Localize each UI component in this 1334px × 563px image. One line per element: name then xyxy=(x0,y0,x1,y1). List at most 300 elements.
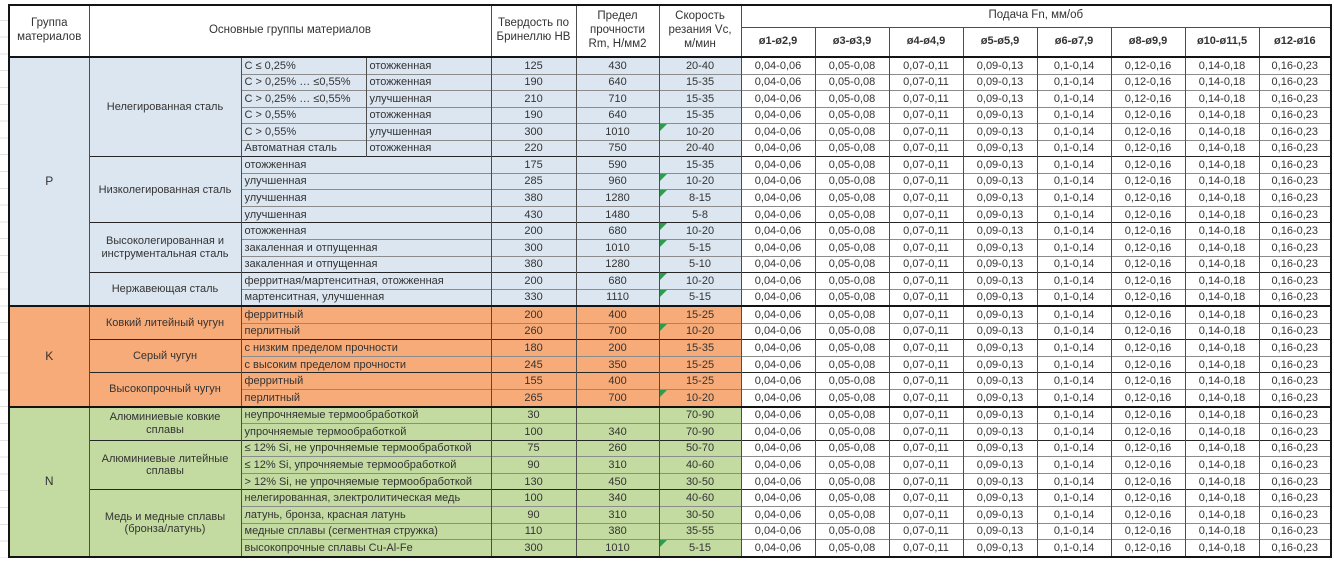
cell-feed-value[interactable]: 0,1-0,14 xyxy=(1037,306,1111,323)
cell-material-condition[interactable]: медные сплавы (сегментная стружка) xyxy=(241,523,491,540)
cell-strength-rm[interactable] xyxy=(576,407,659,424)
cell-feed-value[interactable]: 0,12-0,16 xyxy=(1111,173,1185,190)
cell-feed-value[interactable]: 0,16-0,23 xyxy=(1259,440,1331,457)
cell-feed-value[interactable]: 0,12-0,16 xyxy=(1111,490,1185,507)
cell-cutting-speed[interactable]: 40-60 xyxy=(659,490,741,507)
cell-feed-value[interactable]: 0,16-0,23 xyxy=(1259,124,1331,141)
cell-cutting-speed[interactable]: 10-20 xyxy=(659,390,741,407)
cell-feed-value[interactable]: 0,05-0,08 xyxy=(815,540,889,557)
cell-feed-value[interactable]: 0,14-0,18 xyxy=(1185,206,1259,223)
cell-material-subtype[interactable]: Автоматная сталь xyxy=(241,140,366,157)
cell-feed-value[interactable]: 0,16-0,23 xyxy=(1259,157,1331,174)
cell-material-condition[interactable]: > 12% Si, не упрочняемые термообработкой xyxy=(241,473,491,490)
cell-feed-value[interactable]: 0,04-0,06 xyxy=(741,506,815,523)
cell-feed-value[interactable]: 0,05-0,08 xyxy=(815,506,889,523)
cell-hardness-hb[interactable]: 90 xyxy=(491,506,576,523)
cell-feed-value[interactable]: 0,1-0,14 xyxy=(1037,91,1111,108)
cell-feed-value[interactable]: 0,05-0,08 xyxy=(815,256,889,273)
cell-material-group-name[interactable]: Нелегированная сталь xyxy=(89,57,241,157)
cell-cutting-speed[interactable]: 50-70 xyxy=(659,440,741,457)
cell-material-condition[interactable]: упрочняемые термообработкой xyxy=(241,424,491,441)
cell-material-condition[interactable]: перлитный xyxy=(241,323,491,340)
cell-feed-value[interactable]: 0,09-0,13 xyxy=(963,173,1037,190)
cell-feed-value[interactable]: 0,05-0,08 xyxy=(815,223,889,240)
cell-feed-value[interactable]: 0,04-0,06 xyxy=(741,157,815,174)
cell-feed-value[interactable]: 0,05-0,08 xyxy=(815,273,889,290)
cell-cutting-speed[interactable]: 10-20 xyxy=(659,173,741,190)
cell-cutting-speed[interactable]: 5-15 xyxy=(659,239,741,256)
cell-feed-value[interactable]: 0,07-0,11 xyxy=(889,306,963,323)
cell-feed-value[interactable]: 0,1-0,14 xyxy=(1037,140,1111,157)
cell-cutting-speed[interactable]: 40-60 xyxy=(659,457,741,474)
cell-feed-value[interactable]: 0,16-0,23 xyxy=(1259,340,1331,357)
cell-feed-value[interactable]: 0,12-0,16 xyxy=(1111,206,1185,223)
cell-feed-value[interactable]: 0,1-0,14 xyxy=(1037,206,1111,223)
cell-feed-value[interactable]: 0,04-0,06 xyxy=(741,206,815,223)
cell-feed-value[interactable]: 0,12-0,16 xyxy=(1111,323,1185,340)
cell-strength-rm[interactable]: 640 xyxy=(576,74,659,91)
cell-feed-value[interactable]: 0,05-0,08 xyxy=(815,457,889,474)
cell-feed-value[interactable]: 0,1-0,14 xyxy=(1037,540,1111,557)
cell-feed-value[interactable]: 0,05-0,08 xyxy=(815,107,889,124)
cell-material-group-name[interactable]: Серый чугун xyxy=(89,340,241,373)
cell-feed-value[interactable]: 0,05-0,08 xyxy=(815,190,889,207)
cell-feed-value[interactable]: 0,12-0,16 xyxy=(1111,306,1185,323)
cell-hardness-hb[interactable]: 200 xyxy=(491,223,576,240)
cell-material-subtype[interactable]: C > 0,25% … ≤0,55% xyxy=(241,74,366,91)
cell-feed-value[interactable]: 0,04-0,06 xyxy=(741,273,815,290)
cell-material-condition[interactable]: перлитный xyxy=(241,390,491,407)
cell-feed-value[interactable]: 0,07-0,11 xyxy=(889,140,963,157)
cell-feed-value[interactable]: 0,12-0,16 xyxy=(1111,289,1185,306)
cell-feed-value[interactable]: 0,05-0,08 xyxy=(815,57,889,74)
cell-feed-value[interactable]: 0,07-0,11 xyxy=(889,440,963,457)
cell-feed-value[interactable]: 0,04-0,06 xyxy=(741,140,815,157)
cell-strength-rm[interactable]: 710 xyxy=(576,91,659,108)
cell-feed-value[interactable]: 0,04-0,06 xyxy=(741,239,815,256)
cell-feed-value[interactable]: 0,05-0,08 xyxy=(815,523,889,540)
cell-feed-value[interactable]: 0,09-0,13 xyxy=(963,457,1037,474)
cell-hardness-hb[interactable]: 430 xyxy=(491,206,576,223)
cell-strength-rm[interactable]: 590 xyxy=(576,157,659,174)
cell-feed-value[interactable]: 0,16-0,23 xyxy=(1259,506,1331,523)
cell-material-group-name[interactable]: Ковкий литейный чугун xyxy=(89,306,241,340)
cell-hardness-hb[interactable]: 380 xyxy=(491,256,576,273)
cell-feed-value[interactable]: 0,16-0,23 xyxy=(1259,173,1331,190)
cell-feed-value[interactable]: 0,07-0,11 xyxy=(889,239,963,256)
cell-feed-value[interactable]: 0,05-0,08 xyxy=(815,323,889,340)
cell-feed-value[interactable]: 0,09-0,13 xyxy=(963,323,1037,340)
cell-feed-value[interactable]: 0,04-0,06 xyxy=(741,356,815,373)
cell-feed-value[interactable]: 0,14-0,18 xyxy=(1185,306,1259,323)
cell-feed-value[interactable]: 0,05-0,08 xyxy=(815,157,889,174)
cell-strength-rm[interactable]: 1010 xyxy=(576,239,659,256)
cell-feed-value[interactable]: 0,16-0,23 xyxy=(1259,407,1331,424)
cell-feed-value[interactable]: 0,16-0,23 xyxy=(1259,540,1331,557)
cell-feed-value[interactable]: 0,1-0,14 xyxy=(1037,107,1111,124)
cell-feed-value[interactable]: 0,07-0,11 xyxy=(889,506,963,523)
cell-feed-value[interactable]: 0,1-0,14 xyxy=(1037,356,1111,373)
cell-feed-value[interactable]: 0,04-0,06 xyxy=(741,323,815,340)
cell-feed-value[interactable]: 0,05-0,08 xyxy=(815,340,889,357)
cell-feed-value[interactable]: 0,05-0,08 xyxy=(815,91,889,108)
cell-cutting-speed[interactable]: 30-50 xyxy=(659,473,741,490)
cell-feed-value[interactable]: 0,09-0,13 xyxy=(963,424,1037,441)
cell-cutting-speed[interactable]: 30-50 xyxy=(659,506,741,523)
cell-feed-value[interactable]: 0,04-0,06 xyxy=(741,373,815,390)
cell-feed-value[interactable]: 0,09-0,13 xyxy=(963,206,1037,223)
cell-strength-rm[interactable]: 640 xyxy=(576,107,659,124)
cell-feed-value[interactable]: 0,1-0,14 xyxy=(1037,407,1111,424)
cell-feed-value[interactable]: 0,09-0,13 xyxy=(963,306,1037,323)
cell-feed-value[interactable]: 0,09-0,13 xyxy=(963,390,1037,407)
cell-feed-value[interactable]: 0,1-0,14 xyxy=(1037,273,1111,290)
cell-material-condition[interactable]: закаленная и отпущенная xyxy=(241,256,491,273)
cell-feed-value[interactable]: 0,05-0,08 xyxy=(815,424,889,441)
cell-material-condition[interactable]: улучшенная xyxy=(241,173,491,190)
cell-hardness-hb[interactable]: 300 xyxy=(491,124,576,141)
cell-strength-rm[interactable]: 700 xyxy=(576,323,659,340)
cell-feed-value[interactable]: 0,16-0,23 xyxy=(1259,390,1331,407)
cell-strength-rm[interactable]: 700 xyxy=(576,390,659,407)
cell-feed-value[interactable]: 0,05-0,08 xyxy=(815,140,889,157)
cell-feed-value[interactable]: 0,16-0,23 xyxy=(1259,289,1331,306)
cell-feed-value[interactable]: 0,04-0,06 xyxy=(741,223,815,240)
cell-group-code[interactable]: K xyxy=(9,306,89,406)
cell-feed-value[interactable]: 0,14-0,18 xyxy=(1185,407,1259,424)
cell-feed-value[interactable]: 0,1-0,14 xyxy=(1037,323,1111,340)
cell-feed-value[interactable]: 0,14-0,18 xyxy=(1185,373,1259,390)
cell-material-condition[interactable]: улучшенная xyxy=(241,206,491,223)
cell-feed-value[interactable]: 0,07-0,11 xyxy=(889,223,963,240)
cell-feed-value[interactable]: 0,16-0,23 xyxy=(1259,107,1331,124)
cell-feed-value[interactable]: 0,04-0,06 xyxy=(741,440,815,457)
cell-hardness-hb[interactable]: 175 xyxy=(491,157,576,174)
cell-feed-value[interactable]: 0,14-0,18 xyxy=(1185,540,1259,557)
cell-feed-value[interactable]: 0,14-0,18 xyxy=(1185,256,1259,273)
cell-feed-value[interactable]: 0,1-0,14 xyxy=(1037,473,1111,490)
cell-hardness-hb[interactable]: 125 xyxy=(491,57,576,74)
cell-feed-value[interactable]: 0,16-0,23 xyxy=(1259,523,1331,540)
cell-hardness-hb[interactable]: 200 xyxy=(491,273,576,290)
cell-cutting-speed[interactable]: 15-35 xyxy=(659,340,741,357)
cell-material-condition[interactable]: ≤ 12% Si, не упрочняемые термообработкой xyxy=(241,440,491,457)
cell-feed-value[interactable]: 0,07-0,11 xyxy=(889,390,963,407)
cell-material-condition[interactable]: закаленная и отпущенная xyxy=(241,239,491,256)
cell-feed-value[interactable]: 0,04-0,06 xyxy=(741,107,815,124)
cell-feed-value[interactable]: 0,09-0,13 xyxy=(963,107,1037,124)
cell-cutting-speed[interactable]: 15-35 xyxy=(659,91,741,108)
cell-feed-value[interactable]: 0,14-0,18 xyxy=(1185,340,1259,357)
cell-strength-rm[interactable]: 680 xyxy=(576,273,659,290)
cell-feed-value[interactable]: 0,14-0,18 xyxy=(1185,440,1259,457)
cell-feed-value[interactable]: 0,04-0,06 xyxy=(741,340,815,357)
cell-cutting-speed[interactable]: 15-35 xyxy=(659,74,741,91)
cell-feed-value[interactable]: 0,14-0,18 xyxy=(1185,424,1259,441)
cell-feed-value[interactable]: 0,12-0,16 xyxy=(1111,273,1185,290)
cell-cutting-speed[interactable]: 15-25 xyxy=(659,356,741,373)
cell-feed-value[interactable]: 0,09-0,13 xyxy=(963,506,1037,523)
cell-feed-value[interactable]: 0,07-0,11 xyxy=(889,273,963,290)
cell-feed-value[interactable]: 0,12-0,16 xyxy=(1111,223,1185,240)
cell-feed-value[interactable]: 0,04-0,06 xyxy=(741,424,815,441)
cell-feed-value[interactable]: 0,16-0,23 xyxy=(1259,223,1331,240)
cell-material-condition[interactable]: мартенситная, улучшенная xyxy=(241,289,491,306)
cell-feed-value[interactable]: 0,1-0,14 xyxy=(1037,457,1111,474)
cell-strength-rm[interactable]: 260 xyxy=(576,440,659,457)
cell-feed-value[interactable]: 0,16-0,23 xyxy=(1259,91,1331,108)
cell-feed-value[interactable]: 0,09-0,13 xyxy=(963,273,1037,290)
cell-feed-value[interactable]: 0,14-0,18 xyxy=(1185,390,1259,407)
cell-feed-value[interactable]: 0,04-0,06 xyxy=(741,124,815,141)
cell-feed-value[interactable]: 0,07-0,11 xyxy=(889,256,963,273)
cell-hardness-hb[interactable]: 110 xyxy=(491,523,576,540)
cell-strength-rm[interactable]: 1280 xyxy=(576,256,659,273)
cell-feed-value[interactable]: 0,1-0,14 xyxy=(1037,440,1111,457)
cell-feed-value[interactable]: 0,05-0,08 xyxy=(815,373,889,390)
cell-feed-value[interactable]: 0,07-0,11 xyxy=(889,523,963,540)
cell-feed-value[interactable]: 0,16-0,23 xyxy=(1259,306,1331,323)
cell-feed-value[interactable]: 0,07-0,11 xyxy=(889,407,963,424)
cell-cutting-speed[interactable]: 70-90 xyxy=(659,407,741,424)
cell-hardness-hb[interactable]: 300 xyxy=(491,540,576,557)
cell-feed-value[interactable]: 0,12-0,16 xyxy=(1111,239,1185,256)
cell-feed-value[interactable]: 0,1-0,14 xyxy=(1037,506,1111,523)
cell-feed-value[interactable]: 0,12-0,16 xyxy=(1111,57,1185,74)
cell-group-code[interactable]: P xyxy=(9,57,89,306)
cell-feed-value[interactable]: 0,07-0,11 xyxy=(889,540,963,557)
cell-material-group-name[interactable]: Высокопрочный чугун xyxy=(89,373,241,407)
cell-feed-value[interactable]: 0,04-0,06 xyxy=(741,74,815,91)
cell-feed-value[interactable]: 0,1-0,14 xyxy=(1037,256,1111,273)
cell-feed-value[interactable]: 0,14-0,18 xyxy=(1185,506,1259,523)
cell-feed-value[interactable]: 0,16-0,23 xyxy=(1259,57,1331,74)
cell-material-group-name[interactable]: Алюминиевые литейные сплавы xyxy=(89,440,241,490)
cell-hardness-hb[interactable]: 200 xyxy=(491,306,576,323)
cell-feed-value[interactable]: 0,07-0,11 xyxy=(889,107,963,124)
cell-feed-value[interactable]: 0,07-0,11 xyxy=(889,157,963,174)
cell-feed-value[interactable]: 0,07-0,11 xyxy=(889,373,963,390)
cell-hardness-hb[interactable]: 260 xyxy=(491,323,576,340)
cell-feed-value[interactable]: 0,1-0,14 xyxy=(1037,57,1111,74)
cell-feed-value[interactable]: 0,16-0,23 xyxy=(1259,490,1331,507)
cell-hardness-hb[interactable]: 180 xyxy=(491,340,576,357)
cell-strength-rm[interactable]: 960 xyxy=(576,173,659,190)
cell-material-group-name[interactable]: Высоколегированная и инструментальная сталь xyxy=(89,223,241,273)
cell-feed-value[interactable]: 0,05-0,08 xyxy=(815,206,889,223)
cell-strength-rm[interactable]: 400 xyxy=(576,373,659,390)
cell-feed-value[interactable]: 0,05-0,08 xyxy=(815,124,889,141)
cell-hardness-hb[interactable]: 300 xyxy=(491,239,576,256)
cell-cutting-speed[interactable]: 15-25 xyxy=(659,373,741,390)
cell-strength-rm[interactable]: 1480 xyxy=(576,206,659,223)
cell-material-condition[interactable]: улучшенная xyxy=(241,190,491,207)
cell-feed-value[interactable]: 0,05-0,08 xyxy=(815,356,889,373)
cell-feed-value[interactable]: 0,09-0,13 xyxy=(963,473,1037,490)
cell-feed-value[interactable]: 0,07-0,11 xyxy=(889,124,963,141)
cell-feed-value[interactable]: 0,09-0,13 xyxy=(963,289,1037,306)
cell-strength-rm[interactable]: 1010 xyxy=(576,540,659,557)
cell-feed-value[interactable]: 0,05-0,08 xyxy=(815,74,889,91)
cell-feed-value[interactable]: 0,14-0,18 xyxy=(1185,91,1259,108)
cell-feed-value[interactable]: 0,12-0,16 xyxy=(1111,440,1185,457)
cell-feed-value[interactable]: 0,16-0,23 xyxy=(1259,74,1331,91)
cell-cutting-speed[interactable]: 10-20 xyxy=(659,223,741,240)
cell-strength-rm[interactable]: 450 xyxy=(576,473,659,490)
cell-strength-rm[interactable]: 400 xyxy=(576,306,659,323)
cell-cutting-speed[interactable]: 20-40 xyxy=(659,57,741,74)
cell-feed-value[interactable]: 0,14-0,18 xyxy=(1185,157,1259,174)
cell-feed-value[interactable]: 0,14-0,18 xyxy=(1185,490,1259,507)
cell-feed-value[interactable]: 0,12-0,16 xyxy=(1111,373,1185,390)
cell-material-condition[interactable]: неупрочняемые термообработкой xyxy=(241,407,491,424)
cell-strength-rm[interactable]: 1010 xyxy=(576,124,659,141)
cell-feed-value[interactable]: 0,12-0,16 xyxy=(1111,124,1185,141)
cell-feed-value[interactable]: 0,16-0,23 xyxy=(1259,206,1331,223)
cell-strength-rm[interactable]: 680 xyxy=(576,223,659,240)
cell-feed-value[interactable]: 0,04-0,06 xyxy=(741,306,815,323)
cell-feed-value[interactable]: 0,1-0,14 xyxy=(1037,239,1111,256)
cell-feed-value[interactable]: 0,16-0,23 xyxy=(1259,239,1331,256)
cell-feed-value[interactable]: 0,04-0,06 xyxy=(741,407,815,424)
cell-feed-value[interactable]: 0,04-0,06 xyxy=(741,57,815,74)
cell-hardness-hb[interactable]: 155 xyxy=(491,373,576,390)
cell-feed-value[interactable]: 0,09-0,13 xyxy=(963,140,1037,157)
cell-feed-value[interactable]: 0,07-0,11 xyxy=(889,173,963,190)
cell-feed-value[interactable]: 0,04-0,06 xyxy=(741,473,815,490)
cell-hardness-hb[interactable]: 90 xyxy=(491,457,576,474)
cell-feed-value[interactable]: 0,16-0,23 xyxy=(1259,273,1331,290)
cell-feed-value[interactable]: 0,07-0,11 xyxy=(889,57,963,74)
cell-feed-value[interactable]: 0,14-0,18 xyxy=(1185,223,1259,240)
cell-feed-value[interactable]: 0,1-0,14 xyxy=(1037,373,1111,390)
cell-cutting-speed[interactable]: 5-10 xyxy=(659,256,741,273)
cell-material-condition[interactable]: ферритный xyxy=(241,306,491,323)
cell-feed-value[interactable]: 0,12-0,16 xyxy=(1111,473,1185,490)
cell-feed-value[interactable]: 0,1-0,14 xyxy=(1037,424,1111,441)
cell-feed-value[interactable]: 0,05-0,08 xyxy=(815,407,889,424)
cell-feed-value[interactable]: 0,14-0,18 xyxy=(1185,523,1259,540)
cell-feed-value[interactable]: 0,14-0,18 xyxy=(1185,289,1259,306)
cell-strength-rm[interactable]: 1280 xyxy=(576,190,659,207)
cell-feed-value[interactable]: 0,09-0,13 xyxy=(963,239,1037,256)
cell-feed-value[interactable]: 0,07-0,11 xyxy=(889,356,963,373)
cell-feed-value[interactable]: 0,09-0,13 xyxy=(963,91,1037,108)
cell-cutting-speed[interactable]: 10-20 xyxy=(659,124,741,141)
cell-material-condition[interactable]: отожженная xyxy=(366,107,491,124)
cell-hardness-hb[interactable]: 210 xyxy=(491,91,576,108)
cell-feed-value[interactable]: 0,05-0,08 xyxy=(815,239,889,256)
cell-feed-value[interactable]: 0,07-0,11 xyxy=(889,424,963,441)
cell-feed-value[interactable]: 0,12-0,16 xyxy=(1111,390,1185,407)
cell-material-condition[interactable]: ферритная/мартенситная, отожженная xyxy=(241,273,491,290)
cell-feed-value[interactable]: 0,12-0,16 xyxy=(1111,523,1185,540)
cell-feed-value[interactable]: 0,1-0,14 xyxy=(1037,289,1111,306)
cell-feed-value[interactable]: 0,12-0,16 xyxy=(1111,74,1185,91)
cell-material-group-name[interactable]: Медь и медные сплавы (бронза/латунь) xyxy=(89,490,241,557)
cell-feed-value[interactable]: 0,05-0,08 xyxy=(815,173,889,190)
cell-feed-value[interactable]: 0,14-0,18 xyxy=(1185,356,1259,373)
cell-feed-value[interactable]: 0,04-0,06 xyxy=(741,190,815,207)
cell-feed-value[interactable]: 0,14-0,18 xyxy=(1185,323,1259,340)
cell-feed-value[interactable]: 0,04-0,06 xyxy=(741,490,815,507)
cell-feed-value[interactable]: 0,12-0,16 xyxy=(1111,107,1185,124)
cell-hardness-hb[interactable]: 380 xyxy=(491,190,576,207)
cell-cutting-speed[interactable]: 15-35 xyxy=(659,107,741,124)
cell-feed-value[interactable]: 0,14-0,18 xyxy=(1185,273,1259,290)
cell-material-condition[interactable]: с высоким пределом прочности xyxy=(241,356,491,373)
cell-feed-value[interactable]: 0,04-0,06 xyxy=(741,540,815,557)
cell-feed-value[interactable]: 0,12-0,16 xyxy=(1111,157,1185,174)
cell-feed-value[interactable]: 0,04-0,06 xyxy=(741,390,815,407)
cell-feed-value[interactable]: 0,16-0,23 xyxy=(1259,457,1331,474)
cell-feed-value[interactable]: 0,12-0,16 xyxy=(1111,540,1185,557)
cell-feed-value[interactable]: 0,1-0,14 xyxy=(1037,157,1111,174)
cell-feed-value[interactable]: 0,04-0,06 xyxy=(741,91,815,108)
cell-material-condition[interactable]: отожженная xyxy=(241,223,491,240)
cell-feed-value[interactable]: 0,09-0,13 xyxy=(963,490,1037,507)
cell-feed-value[interactable]: 0,04-0,06 xyxy=(741,256,815,273)
cell-material-condition[interactable]: высокопрочные сплавы Cu-Al-Fe xyxy=(241,540,491,557)
cell-material-subtype[interactable]: C > 0,25% … ≤0,55% xyxy=(241,91,366,108)
cell-feed-value[interactable]: 0,12-0,16 xyxy=(1111,356,1185,373)
cell-feed-value[interactable]: 0,14-0,18 xyxy=(1185,473,1259,490)
cell-feed-value[interactable]: 0,16-0,23 xyxy=(1259,356,1331,373)
cell-strength-rm[interactable]: 350 xyxy=(576,356,659,373)
cell-feed-value[interactable]: 0,09-0,13 xyxy=(963,57,1037,74)
cell-cutting-speed[interactable]: 15-35 xyxy=(659,157,741,174)
cell-feed-value[interactable]: 0,14-0,18 xyxy=(1185,457,1259,474)
cell-cutting-speed[interactable]: 5-15 xyxy=(659,540,741,557)
cell-hardness-hb[interactable]: 130 xyxy=(491,473,576,490)
cell-strength-rm[interactable]: 750 xyxy=(576,140,659,157)
cell-material-condition[interactable]: нелегированная, электролитическая медь xyxy=(241,490,491,507)
cell-strength-rm[interactable]: 310 xyxy=(576,506,659,523)
cell-feed-value[interactable]: 0,1-0,14 xyxy=(1037,223,1111,240)
cell-strength-rm[interactable]: 200 xyxy=(576,340,659,357)
cell-feed-value[interactable]: 0,14-0,18 xyxy=(1185,57,1259,74)
cell-material-condition[interactable]: ≤ 12% Si, упрочняемые термообработкой xyxy=(241,457,491,474)
cell-feed-value[interactable]: 0,12-0,16 xyxy=(1111,190,1185,207)
cell-hardness-hb[interactable]: 100 xyxy=(491,490,576,507)
cell-strength-rm[interactable]: 340 xyxy=(576,490,659,507)
cell-hardness-hb[interactable]: 100 xyxy=(491,424,576,441)
cell-material-subtype[interactable]: C > 0,55% xyxy=(241,124,366,141)
cell-feed-value[interactable]: 0,09-0,13 xyxy=(963,190,1037,207)
cell-feed-value[interactable]: 0,1-0,14 xyxy=(1037,173,1111,190)
cell-feed-value[interactable]: 0,09-0,13 xyxy=(963,407,1037,424)
cell-feed-value[interactable]: 0,07-0,11 xyxy=(889,473,963,490)
cell-feed-value[interactable]: 0,14-0,18 xyxy=(1185,190,1259,207)
cell-material-group-name[interactable]: Низколегированная сталь xyxy=(89,157,241,223)
cell-feed-value[interactable]: 0,09-0,13 xyxy=(963,440,1037,457)
cell-feed-value[interactable]: 0,14-0,18 xyxy=(1185,74,1259,91)
cell-feed-value[interactable]: 0,04-0,06 xyxy=(741,173,815,190)
cell-feed-value[interactable]: 0,16-0,23 xyxy=(1259,140,1331,157)
cell-cutting-speed[interactable]: 70-90 xyxy=(659,424,741,441)
cell-feed-value[interactable]: 0,09-0,13 xyxy=(963,74,1037,91)
cell-cutting-speed[interactable]: 10-20 xyxy=(659,273,741,290)
cell-feed-value[interactable]: 0,05-0,08 xyxy=(815,289,889,306)
cell-feed-value[interactable]: 0,07-0,11 xyxy=(889,289,963,306)
cell-feed-value[interactable]: 0,12-0,16 xyxy=(1111,506,1185,523)
cell-hardness-hb[interactable]: 265 xyxy=(491,390,576,407)
cell-material-condition[interactable]: с низким пределом прочности xyxy=(241,340,491,357)
cell-material-subtype[interactable]: C > 0,55% xyxy=(241,107,366,124)
cell-hardness-hb[interactable]: 190 xyxy=(491,107,576,124)
cell-feed-value[interactable]: 0,07-0,11 xyxy=(889,340,963,357)
cell-hardness-hb[interactable]: 220 xyxy=(491,140,576,157)
